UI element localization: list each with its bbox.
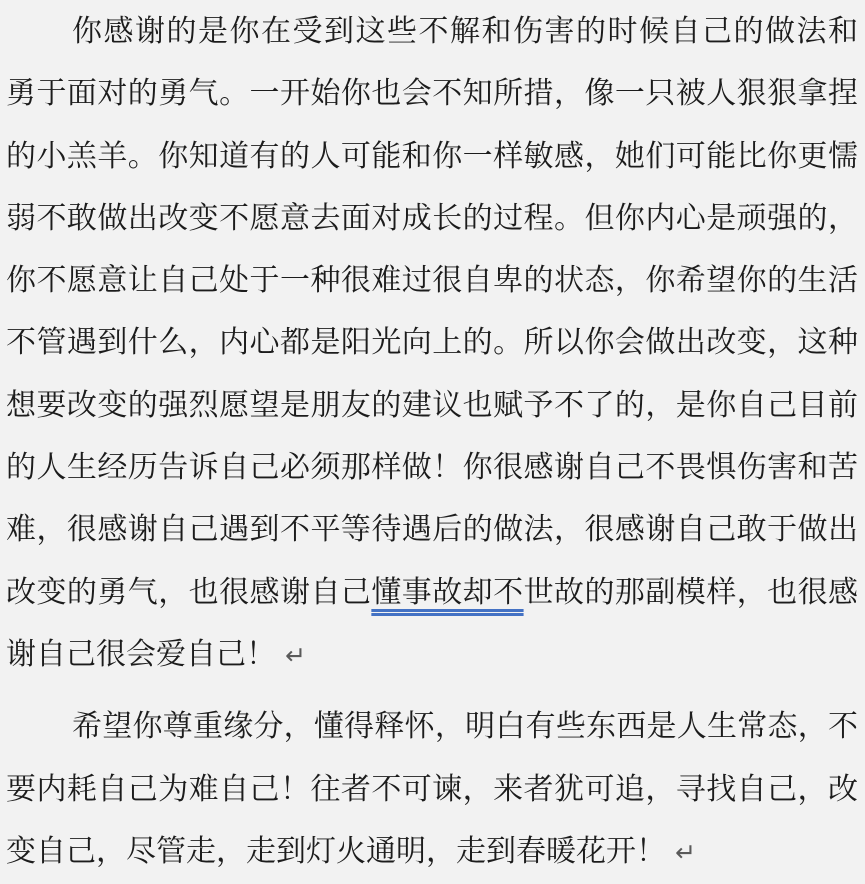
text-line[interactable]	[6, 126, 858, 188]
text-line[interactable]	[6, 437, 858, 499]
paragraph-mark-icon: ↵	[675, 837, 696, 867]
text-line[interactable]	[6, 562, 858, 624]
text-segment: 要内耗自己为难自己！往者不可谏，来者犹可追，寻找自己，改	[6, 771, 858, 807]
text-segment: 弱不敢做出改变不愿意去面对成长的过程。但你内心是顽强的，	[6, 200, 858, 236]
text-line[interactable]	[6, 63, 858, 125]
text-segment: 想要改变的强烈愿望是朋友的建议也赋予不了的，是你自己目前	[6, 387, 858, 423]
grammar-underline-segment[interactable]: 懂事故却不	[371, 574, 524, 610]
text-segment: 世故的那副模样，也很感	[523, 574, 859, 610]
text-segment: 的小羔羊。你知道有的人可能和你一样敏感，她们可能比你更懦	[6, 138, 858, 174]
text-line[interactable]	[6, 375, 858, 437]
text-line[interactable]	[6, 312, 858, 374]
text-segment: 希望你尊重缘分，懂得释怀，明白有些东西是人生常态，不	[72, 709, 858, 745]
text-segment: 勇于面对的勇气。一开始你也会不知所措，像一只被人狠狠拿捏	[6, 76, 858, 112]
text-segment: 改变的勇气，也很感谢自己	[6, 574, 372, 610]
text-segment: 变自己，尽管走，走到灯火通明，走到春暖花开！	[6, 833, 666, 869]
text-segment: 不管遇到什么，内心都是阳光向上的。所以你会做出改变，这种	[6, 325, 858, 361]
text-line[interactable]	[6, 188, 858, 250]
text-segment: 的人生经历告诉自己必须那样做！你很感谢自己不畏惧伤害和苦	[6, 450, 858, 486]
paragraph[interactable]	[6, 696, 858, 883]
text-line[interactable]	[6, 624, 858, 686]
text-line[interactable]	[6, 250, 858, 312]
text-line[interactable]	[6, 696, 858, 758]
paragraph-mark-icon: ↵	[285, 640, 306, 670]
paragraph[interactable]	[6, 1, 858, 686]
text-line[interactable]	[6, 499, 858, 561]
text-segment: 你感谢的是你在受到这些不解和伤害的时候自己的做法和	[72, 14, 858, 49]
text-line[interactable]	[6, 759, 858, 821]
text-segment: 难，很感谢自己遇到不平等待遇后的做法，很感谢自己敢于做出	[6, 512, 858, 548]
text-line[interactable]	[6, 1, 858, 63]
text-segment: 你不愿意让自己处于一种很难过很自卑的状态，你希望你的生活	[6, 263, 858, 299]
text-line[interactable]	[6, 821, 858, 883]
text-segment: 谢自己很会爱自己！	[6, 636, 276, 672]
